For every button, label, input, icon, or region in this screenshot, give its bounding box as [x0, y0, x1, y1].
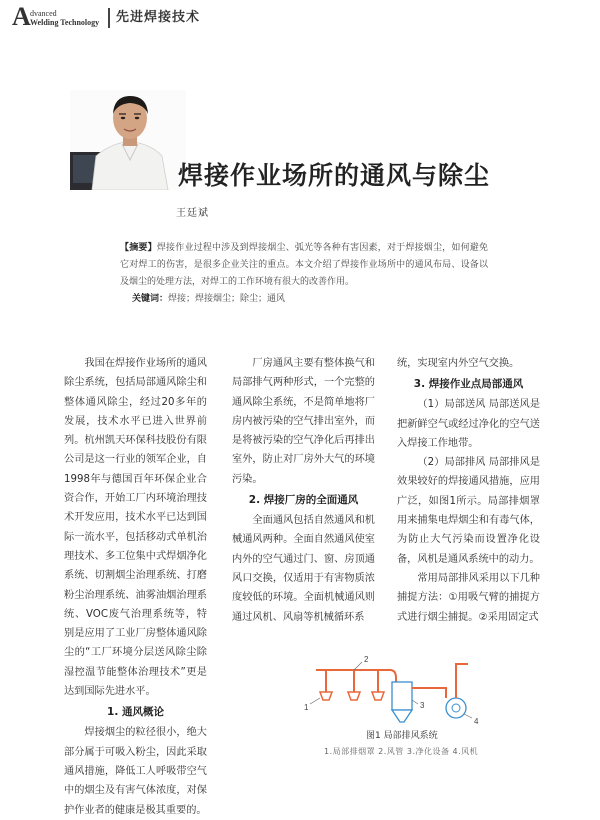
header-divider [108, 8, 110, 28]
paragraph: 统，实现室内外空气交换。 [397, 358, 520, 369]
keywords-text: 焊接；焊接烟尘；除尘；通风 [168, 294, 286, 304]
logo-english-line2: Welding Technology [30, 18, 100, 27]
paragraph: 全面通风包括自然通风和机械通风两种。全面自然通风使室内外的空气通过门、窗、房顶通风口交换，仅适用于有害物质浓度较低的环境。全面机械通风则通过风机、风扇等机械循环系 [232, 515, 375, 623]
article-title: 焊接作业场所的通风与除尘 [178, 161, 491, 190]
duct [412, 688, 446, 698]
abstract-label: 【摘要】 [120, 243, 157, 253]
paragraph: 焊接烟尘的粒径很小，绝大部分属于可吸入粉尘，因此采取通风措施，降低工人呼吸带空气中的烟尘及有害气体浓度，对保护作业者的健康是极其重要的。 [64, 727, 207, 816]
exhaust-hood [348, 692, 360, 700]
logo-english-line1: dvanced [30, 9, 57, 18]
keywords [132, 292, 285, 306]
paragraph: 我国在焊接作业场所的通风除尘系统，包括局部通风除尘和整体通风除尘，经过20多年的发展，技术水平已进入世界前列。杭州凯天环保科技股份有限公司是这一行业的领军企业，自1998年与德国百年环保企业合资合作，开始工厂内环境治理技术开发应用，技术水平已达到国际一流水平，包括移动式单机治理技术、多工位集中式焊烟净化系统、切割烟尘治理系统、打磨粉尘治理系统、油雾油烟治理系统、VOC废气治理系统等，特别是应用了工业厂房整体通风除尘的“工厂环境分层送风除尘除湿控温节能整体治理技术”更是达到国际先进水平。 [64, 358, 207, 698]
abstract [120, 240, 488, 291]
figure-label: 1 [304, 703, 309, 712]
body-column-3 [397, 354, 540, 627]
paragraph: （2）局部排风 局部排风是效果较好的焊接通风措施，应用广泛，如图1所示。局部排烟罩用来捕集电焊烟尘和有毒气体，为防止大气污染而设置净化设备，风机是通风系统中的动力。 [397, 457, 540, 565]
figure-label: 3 [420, 701, 425, 710]
duct [316, 670, 396, 682]
exhaust-hood [320, 692, 332, 700]
section-title: 先进焊接技术 [116, 10, 201, 25]
author-name: 王廷斌 [176, 208, 209, 219]
body-column-1 [64, 354, 207, 820]
logo-letter: A [12, 2, 31, 31]
figure-label: 4 [474, 717, 479, 726]
abstract-text: 焊接作业过程中涉及到焊接烟尘、弧光等各种有害因素，对于焊接烟尘，如何避免它对焊工的伤害，是很多企业关注的重点。本文介绍了焊接作业场所中的通风布局、设备以及烟尘的处理方法，对焊工的工作环境有很大的改善作用。 [120, 243, 488, 287]
section-heading-3: 3. 焊接作业点局部通风 [413, 378, 524, 391]
figure-caption: 图1 局部排风系统 [366, 731, 438, 741]
paragraph: （1）局部送风 局部送风是把新鲜空气或经过净化的空气送入焊接工作地带。 [397, 399, 540, 449]
body-column-2 [232, 354, 375, 627]
paragraph: 厂房通风主要有整体换气和局部排气两种形式，一个完整的通风除尘系统，不是简单地将厂房内被污染的空气排出室外，而是将被污染的空气净化后再排出室外，防止对厂房外大气的环境污染。 [232, 358, 375, 485]
keywords-label: 关键词： [132, 294, 169, 304]
fan [446, 698, 466, 718]
section-heading-1: 1. 通风概论 [107, 706, 164, 719]
paragraph: 常用局部排风采用以下几种捕捉方法：①用吸气臂的捕捉方式进行烟尘捕捉。②采用固定式 [397, 572, 540, 623]
figure-label: 2 [364, 655, 369, 664]
exhaust-system-figure [296, 654, 508, 730]
duct [456, 664, 468, 698]
figure-legend: 1.局部排烟罩 2.风管 3.净化设备 4.风机 [324, 747, 479, 756]
purification-unit [392, 682, 412, 710]
author-photo [70, 90, 186, 190]
section-heading-2: 2. 焊接厂房的全面通风 [248, 494, 359, 507]
exhaust-hood [372, 692, 384, 700]
